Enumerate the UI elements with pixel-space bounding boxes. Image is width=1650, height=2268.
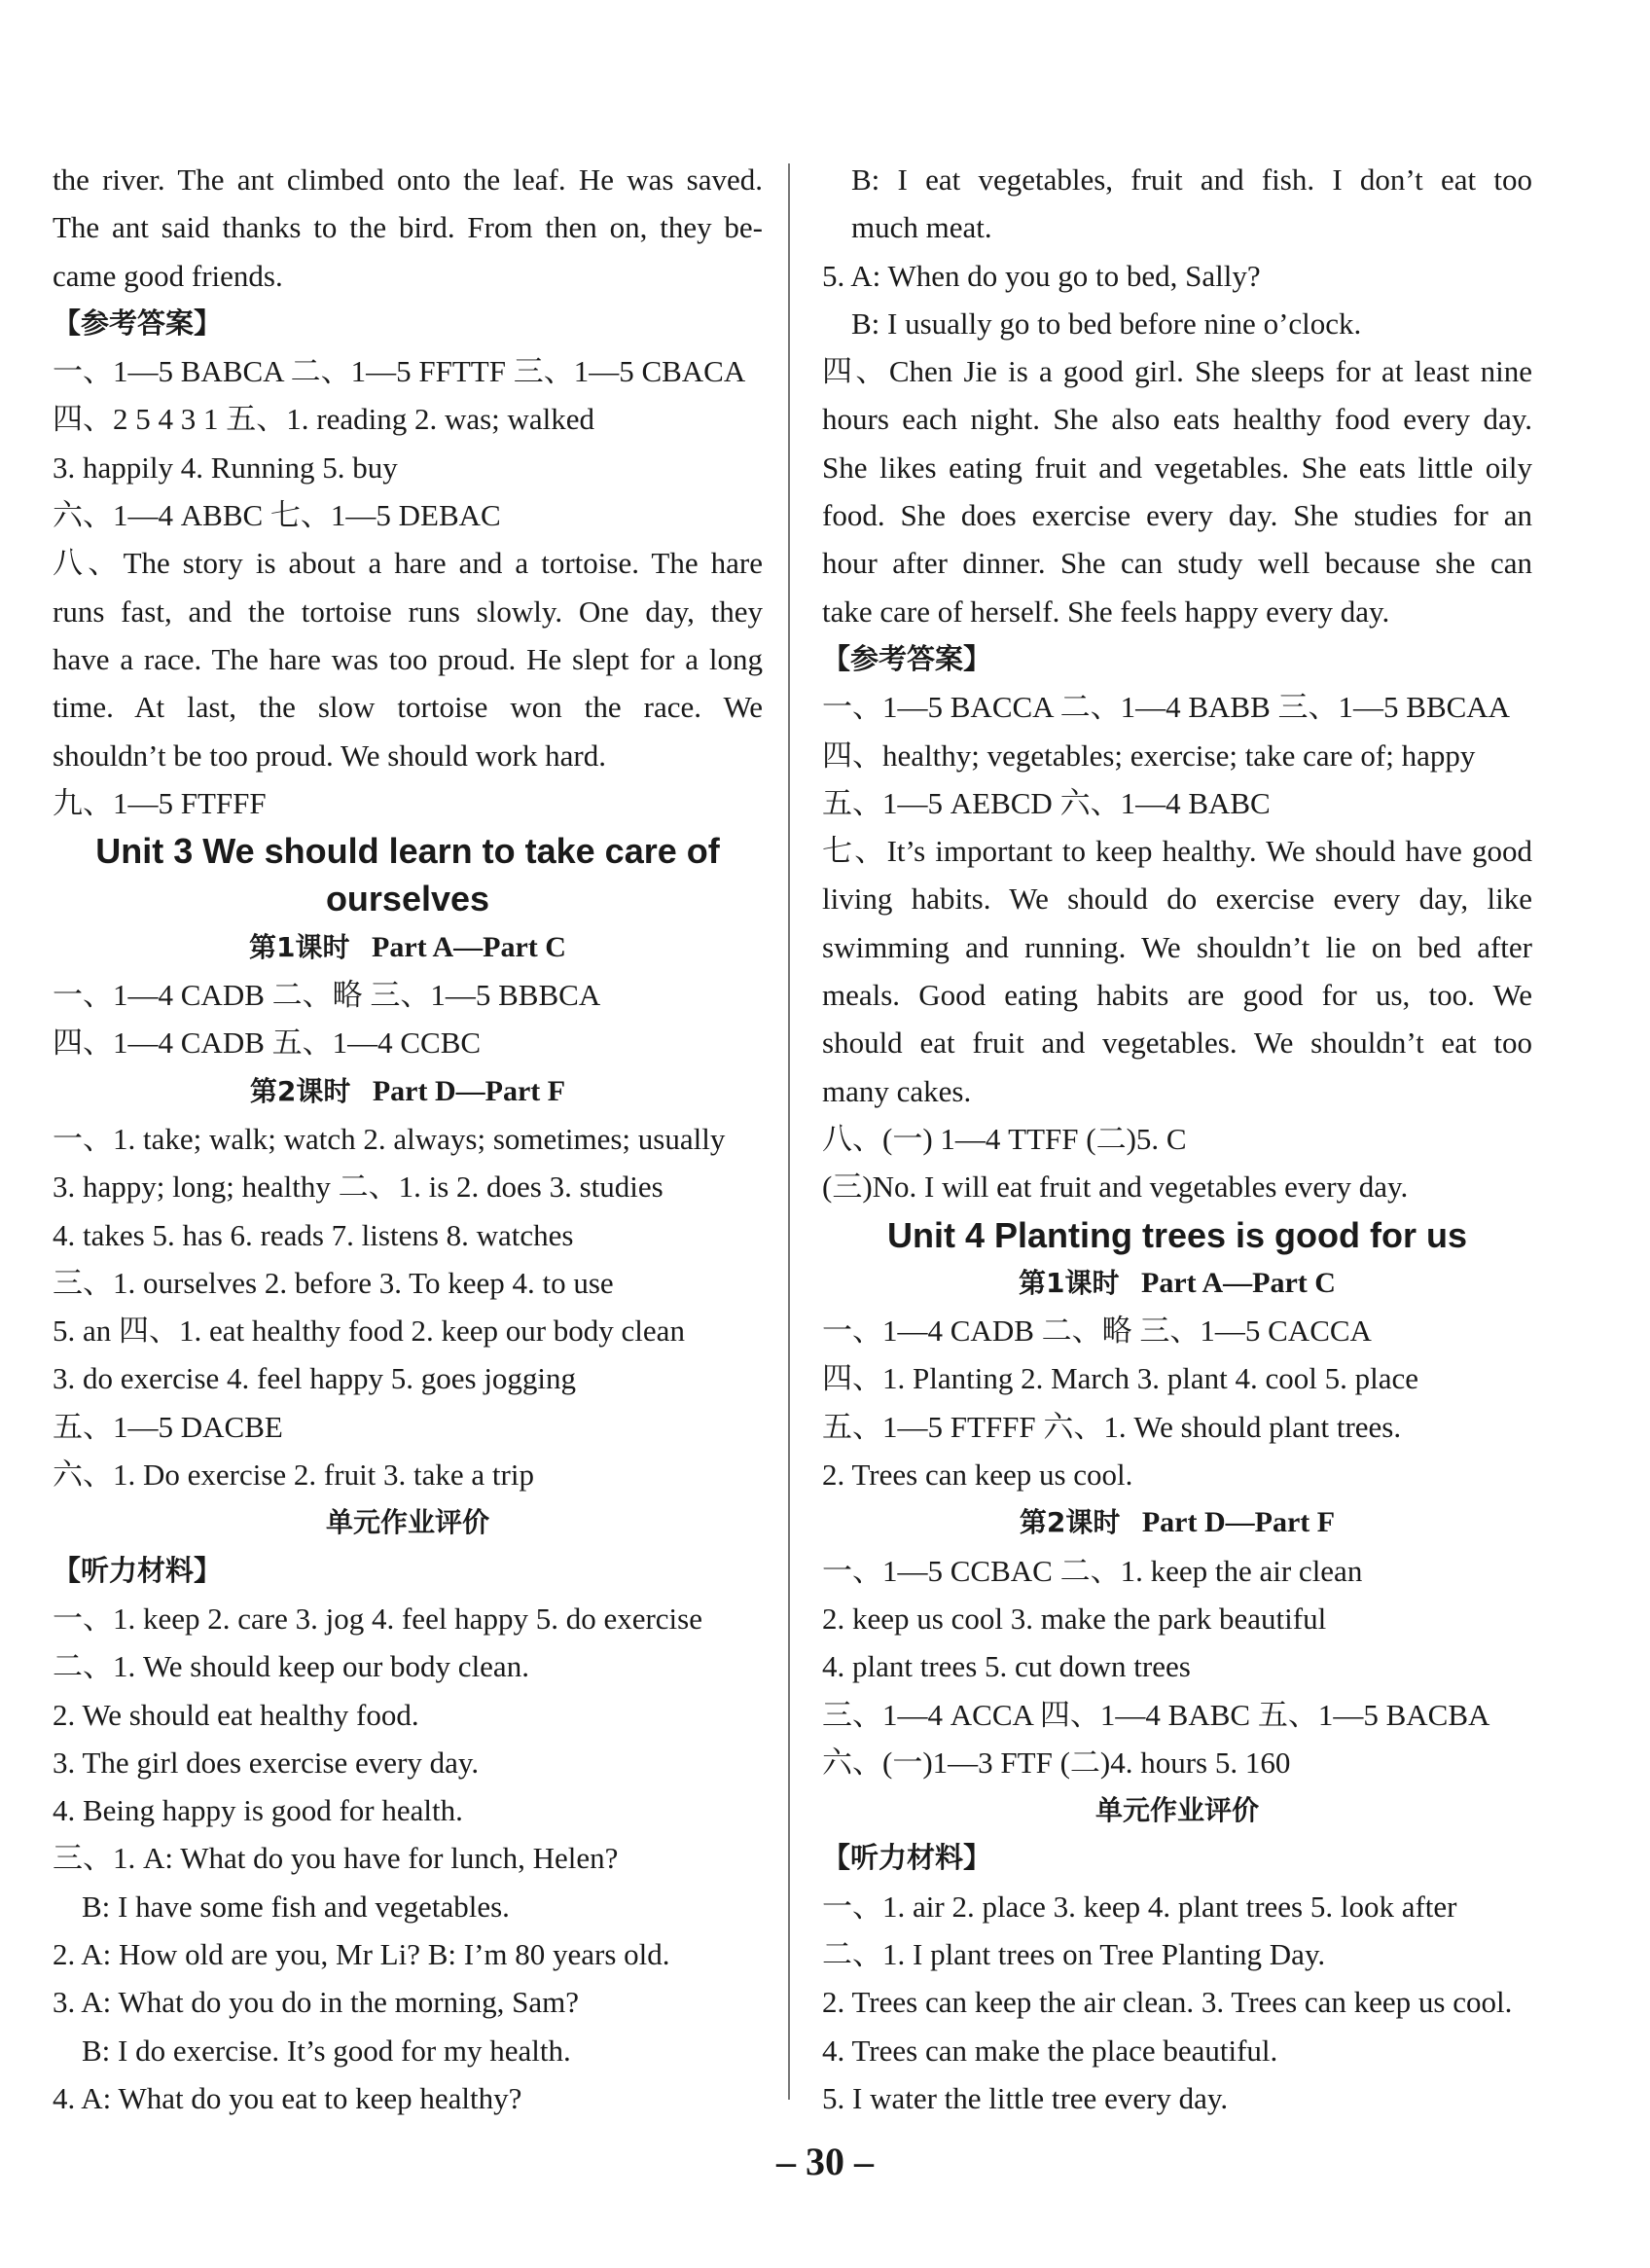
text-line: B: I do exercise. It’s good for my health. bbox=[82, 2033, 571, 2068]
text-line: 3. A: What do you do in the morning, Sam? bbox=[53, 1985, 580, 2020]
unit-evaluation-heading: 单元作业评价 bbox=[1094, 1794, 1259, 1827]
answer-line: 2. Trees can keep us cool. bbox=[822, 1458, 1133, 1493]
text-line: 4. Trees can make the place beautiful. bbox=[822, 2033, 1278, 2068]
text-line: B: I have some fish and vegetables. bbox=[82, 1889, 510, 1924]
lesson-parts: Part A—Part C bbox=[372, 930, 566, 963]
text-line: should eat fruit and vegetables. We shouldn’t eat too bbox=[822, 1026, 1532, 1061]
text-line: meals. Good eating habits are good for us, too. We bbox=[822, 978, 1532, 1013]
answer-line: 四、healthy; vegetables; exercise; take care of; happy bbox=[822, 738, 1476, 773]
lesson-number: 第1课时 bbox=[249, 930, 350, 963]
lesson-parts: Part D—Part F bbox=[372, 1074, 566, 1107]
answer-line: 四、1—4 CADB 五、1—4 CCBC bbox=[53, 1026, 482, 1061]
unit-evaluation-heading: 单元作业评价 bbox=[325, 1506, 489, 1539]
lesson-parts: Part A—Part C bbox=[1141, 1266, 1336, 1299]
answer-line: 一、1. air 2. place 3. keep 4. plant trees 5. look after bbox=[822, 1889, 1457, 1924]
answer-line: 五、1—5 AEBCD 六、1—4 BABC bbox=[822, 785, 1271, 820]
text-line: hour after dinner. She can study well because she can bbox=[822, 546, 1532, 581]
text-line: 2. Trees can keep the air clean. 3. Trees can keep us cool. bbox=[822, 1985, 1513, 2020]
answer-line: 2. keep us cool 3. make the park beautiful bbox=[822, 1601, 1327, 1636]
answer-line: 4. takes 5. has 6. reads 7. listens 8. watches bbox=[53, 1217, 574, 1252]
answer-line: 一、1—4 CADB 二、略 三、1—5 BBBCA bbox=[53, 978, 601, 1013]
listening-material-heading: 【听力材料】 bbox=[53, 1553, 223, 1587]
page-number: – 30 – bbox=[776, 2140, 874, 2183]
text-line: 3. The girl does exercise every day. bbox=[53, 1745, 480, 1780]
text-line: shouldn’t be too proud. We should work hard. bbox=[53, 738, 606, 773]
lesson-number: 第2课时 bbox=[249, 1074, 351, 1107]
answer-line: 一、1—5 BACCA 二、1—4 BABB 三、1—5 BBCAA bbox=[822, 690, 1511, 725]
unit-3-title-line-2: ourselves bbox=[325, 879, 490, 919]
text-line: many cakes. bbox=[822, 1073, 972, 1108]
answer-line: 5. an 四、1. eat healthy food 2. keep our body clean bbox=[53, 1314, 685, 1349]
text-line: swimming and running. We shouldn’t lie on bed after bbox=[822, 929, 1532, 964]
lesson-heading bbox=[822, 1498, 1532, 1546]
lesson-heading bbox=[53, 1067, 763, 1115]
answer-line: 一、1—5 CCBAC 二、1. keep the air clean bbox=[822, 1553, 1363, 1588]
text-line: 5. I water the little tree every day. bbox=[822, 2080, 1229, 2115]
answer-line: 九、1—5 FTFFF bbox=[53, 785, 267, 820]
answer-line: 四、1. Planting 2. March 3. plant 4. cool 5. place bbox=[822, 1361, 1418, 1396]
answer-line: 4. plant trees 5. cut down trees bbox=[822, 1649, 1191, 1684]
lesson-number: 第2课时 bbox=[1019, 1506, 1121, 1539]
text-line: B: I usually go to bed before nine o’clock. bbox=[851, 306, 1362, 341]
lesson-number: 第1课时 bbox=[1019, 1266, 1120, 1299]
lesson-parts: Part D—Part F bbox=[1141, 1506, 1336, 1539]
text-line: 5. A: When do you go to bed, Sally? bbox=[822, 258, 1261, 293]
answer-line: 六、1—4 ABBC 七、1—5 DEBAC bbox=[53, 498, 501, 533]
text-line: 二、1. I plant trees on Tree Planting Day. bbox=[822, 1936, 1326, 1971]
answer-line: 一、1. take; walk; watch 2. always; sometimes; usually bbox=[53, 1121, 726, 1156]
text-line: 4. A: What do you eat to keep healthy? bbox=[53, 2080, 522, 2115]
unit-3-title-line-1: Unit 3 We should learn to take care of bbox=[95, 831, 720, 872]
answer-line: 3. happy; long; healthy 二、1. is 2. does 3. studies bbox=[53, 1170, 664, 1205]
answer-line: 四、2 5 4 3 1 五、1. reading 2. was; walked bbox=[53, 402, 595, 437]
answer-line: 一、1. keep 2. care 3. jog 4. feel happy 5. do exercise bbox=[53, 1601, 702, 1636]
listening-material-heading: 【听力材料】 bbox=[822, 1841, 992, 1875]
answer-key-heading: 【参考答案】 bbox=[822, 641, 992, 675]
answer-line: 一、1—5 BABCA 二、1—5 FFTTF 三、1—5 CBACA bbox=[53, 354, 746, 389]
text-line: She likes eating fruit and vegetables. She eats little oily bbox=[822, 450, 1532, 485]
text-line: have a race. The hare was too proud. He slept for a long bbox=[53, 641, 763, 676]
answer-line: 一、1—4 CADB 二、略 三、1—5 CACCA bbox=[822, 1314, 1372, 1349]
text-line: 2. We should eat healthy food. bbox=[53, 1697, 419, 1732]
answer-line: 三、1. ourselves 2. before 3. To keep 4. to use bbox=[53, 1265, 614, 1300]
text-line: hours each night. She also eats healthy food every day. bbox=[822, 402, 1532, 437]
text-line: 4. Being happy is good for health. bbox=[53, 1793, 463, 1828]
text-line: 七、It’s important to keep healthy. We should have good bbox=[822, 834, 1532, 869]
text-line: came good friends. bbox=[53, 258, 283, 293]
text-line: much meat. bbox=[851, 210, 992, 245]
text-line: 二、1. We should keep our body clean. bbox=[53, 1649, 529, 1684]
text-line: B: I eat vegetables, fruit and fish. I don’t eat too bbox=[851, 162, 1532, 197]
answer-line: 六、(一)1—3 FTF (二)4. hours 5. 160 bbox=[822, 1745, 1291, 1780]
text-line: food. She does exercise every day. She studies for an bbox=[822, 498, 1532, 533]
lesson-heading bbox=[53, 923, 763, 971]
answer-line: 3. happily 4. Running 5. buy bbox=[53, 450, 398, 485]
answer-line: 五、1—5 DACBE bbox=[53, 1409, 283, 1444]
text-line: 2. A: How old are you, Mr Li? B: I’m 80 years old. bbox=[53, 1936, 670, 1971]
text-line: The ant said thanks to the bird. From then on, they be- bbox=[53, 210, 763, 245]
text-line: living habits. We should do exercise every day, like bbox=[822, 882, 1532, 917]
answer-line: 五、1—5 FTFFF 六、1. We should plant trees. bbox=[822, 1409, 1402, 1444]
answer-line: 三、1—4 ACCA 四、1—4 BABC 五、1—5 BACBA bbox=[822, 1697, 1490, 1732]
answer-line: (三)No. I will eat fruit and vegetables every day. bbox=[822, 1170, 1409, 1205]
answer-line: 八、(一) 1—4 TTFF (二)5. C bbox=[822, 1121, 1187, 1156]
text-line: take care of herself. She feels happy every day. bbox=[822, 594, 1390, 629]
text-line: 八、The story is about a hare and a tortoise. The hare bbox=[53, 546, 763, 581]
left-column bbox=[53, 156, 763, 2122]
column-divider bbox=[788, 163, 790, 2100]
text-line: runs fast, and the tortoise runs slowly. One day, they bbox=[53, 594, 763, 629]
answer-line: 六、1. Do exercise 2. fruit 3. take a trip bbox=[53, 1458, 534, 1493]
answer-key-heading: 【参考答案】 bbox=[53, 306, 223, 340]
text-line: 三、1. A: What do you have for lunch, Helen? bbox=[53, 1841, 619, 1876]
text-line: the river. The ant climbed onto the leaf. He was saved. bbox=[53, 162, 763, 197]
text-line: time. At last, the slow tortoise won the race. We bbox=[53, 690, 763, 725]
answer-line: 3. do exercise 4. feel happy 5. goes jogging bbox=[53, 1361, 577, 1396]
text-line: 四、Chen Jie is a good girl. She sleeps for at least nine bbox=[822, 354, 1532, 389]
right-column bbox=[822, 156, 1532, 2122]
unit-4-title: Unit 4 Planting trees is good for us bbox=[886, 1214, 1468, 1255]
lesson-heading bbox=[822, 1259, 1532, 1307]
